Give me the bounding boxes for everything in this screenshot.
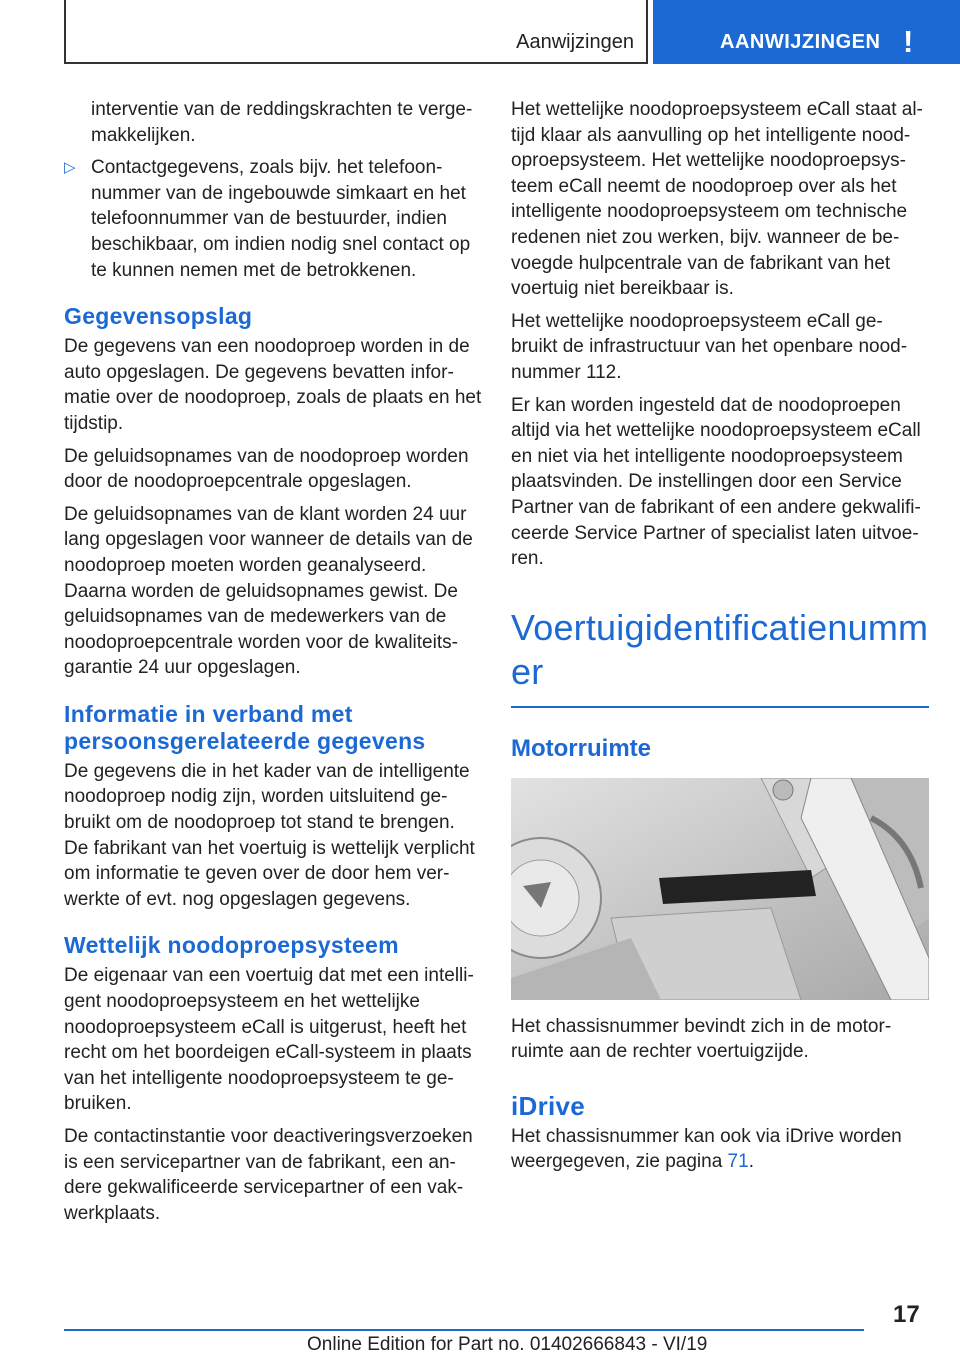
paragraph: De geluidsopnames van de klant worden 24 uur lang opgeslagen voor wanneer de details van de noodoproep moeten worden geanalyseerd. Daarna worden de geluidsopnames gewist. De geluidsopnames van de medewerkers van de noodoproepcentrale worden voor de kwaliteits- garantie 24 uur opgeslagen.: [64, 503, 473, 679]
header-section-title: Aanwijzingen: [516, 31, 634, 53]
engine-bay-photo: [511, 778, 929, 1000]
section-divider: [511, 706, 929, 708]
idrive-text: Het chassisnummer kan ook via iDrive worden weergegeven, zie pagina: [511, 1125, 902, 1173]
warning-icon: !: [903, 24, 914, 59]
heading-voertuigidentificatienummer: Voertuigidentificatienumm er: [511, 606, 929, 692]
paragraph: Er kan worden ingesteld dat de noodoproepen altijd via het wettelijke noodoproepsysteem eCall en niet via het intelligente noodoproepsysteem plaatsvinden. De instellingen door een Service Partner van de fabrikant of een andere gekwalifi- ceerde Service Partner of specialist laten uitvoe- ren.: [511, 394, 921, 570]
triangle-bullet-icon: ▷: [64, 159, 76, 177]
paragraph: Het wettelijke noodoproepsysteem eCall staat al- tijd klaar als aanvulling op het intelligente nood- oproepsysteem. Het wettelijke noodoproepsys- teem eCall neemt de noodoproep over als het intelligente noodoproepsysteem om technische redenen niet zou werken, bijv. wanneer de be- voegde hulpcentrale van de fabrikant van het voertuig niet bereikbaar is.: [511, 99, 923, 300]
heading-gegevensopslag: Gegevensopslag: [64, 303, 253, 330]
edition-footer: Online Edition for Part no. 01402666843 - VI/19: [307, 1334, 708, 1355]
page-link[interactable]: 71: [727, 1151, 749, 1173]
chapter-tab-label: AANWIJZINGEN: [720, 31, 881, 53]
heading-informatie: Informatie in verband met persoonsgerelateerde gegevens: [64, 700, 426, 754]
bullet-text: Contactgegevens, zoals bijv. het telefoon- nummer van de ingebouwde simkaart en het telefoonnummer van de bestuurder, indien beschikbaar, om indien nodig snel contact op te kunnen nemen met de betrokkenen.: [91, 157, 471, 281]
idrive-text-end: .: [748, 1151, 754, 1173]
heading-wettelijk: Wettelijk noodoproepsysteem: [64, 932, 399, 959]
bullet-item: [64, 155, 482, 283]
footer-rule: [64, 1329, 864, 1331]
paragraph: De contactinstantie voor deactiveringsverzoeken is een servicepartner van de fabrikant, een an- dere gekwalificeerde servicepartner of een vak- werkplaats.: [64, 1126, 473, 1224]
header-chapter-tab[interactable]: [653, 0, 960, 64]
paragraph: Het chassisnummer bevindt zich in de motor- ruimte aan de rechter voertuigzijde.: [511, 1015, 892, 1063]
header-section: [64, 0, 648, 64]
paragraph: Het wettelijke noodoproepsysteem eCall ge- bruikt de infrastructuur van het openbare nood- nummer 112.: [511, 310, 908, 383]
paragraph: De geluidsopnames van de noodoproep worden door de noodoproepcentrale opgeslagen.: [64, 445, 469, 493]
paragraph-idrive: [511, 1124, 929, 1175]
page-number: 17: [893, 1301, 920, 1328]
heading-idrive: iDrive: [511, 1090, 586, 1121]
paragraph: De gegevens van een noodoproep worden in de auto opgeslagen. De gegevens bevatten infor- matie over de noodoproep, zoals de plaats en het tijdstip.: [64, 336, 482, 434]
right-column: [511, 97, 929, 1182]
paragraph: De eigenaar van een voertuig dat met een intelli- gent noodoproepsysteem en het wettelijke noodoproepsysteem eCall is uitgerust, heeft het recht om het boordeigen eCall-systeem in plaats van het intelligente noodoproepsysteem te ge- bruiken.: [64, 965, 474, 1115]
paragraph: De gegevens die in het kader van de intelligente noodoproep nodig zijn, worden uitsluitend ge- bruikt om de noodoproep tot stand te brengen. De fabrikant van het voertuig is wettelijk verplicht om informatie te geven over de door hem ver- werkte of evt. nog opgeslagen gegevens.: [64, 760, 475, 910]
paragraph-continuation: interventie van de reddingskrachten te verge- makkelijken.: [91, 99, 473, 146]
left-column: [64, 97, 482, 1233]
heading-motorruimte: Motorruimte: [511, 734, 651, 762]
